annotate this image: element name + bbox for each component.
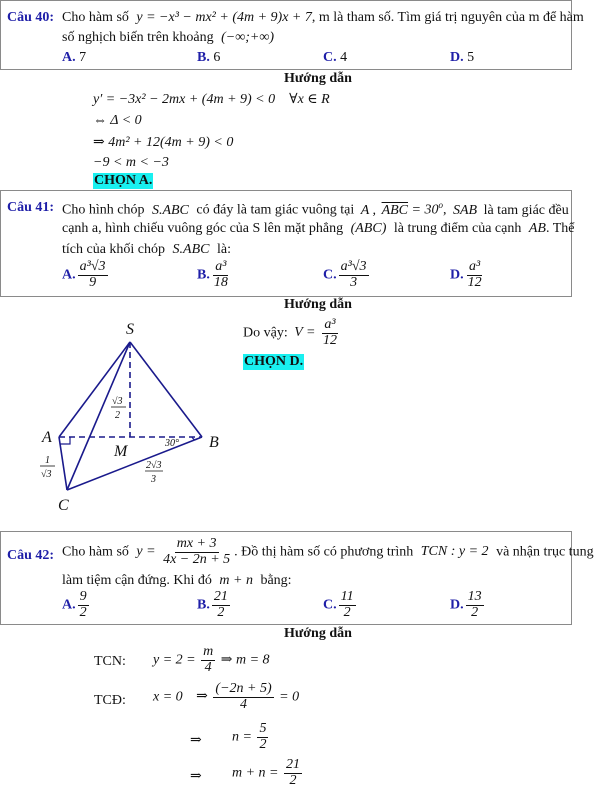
question-40-stem-line1: Cho hàm số y = −x³ − mx² + (4m + 9)x + 7, m là tham số. Tìm giá trị nguyên của m để hàm: [62, 10, 584, 25]
step4-equation: m + n = $\frac{21}{2}$: [232, 757, 301, 788]
question-42-stem-line2: làm tiệm cận đứng. Khi đó m + n bằng:: [62, 573, 292, 588]
step3-equation: n = $\frac{5}{2}$: [232, 721, 267, 752]
solution-line: ⇔ Δ < 0: [93, 113, 142, 128]
question-41-stem-line3: tích của khối chóp S.ABC là:: [62, 242, 231, 257]
tcd-label: TCĐ:: [94, 693, 126, 708]
pyramid-diagram: [0, 300, 240, 520]
option-c[interactable]: C. 4: [323, 50, 348, 65]
point-b-label: B: [209, 434, 219, 451]
bc-label-den: 3: [151, 474, 156, 485]
interval: (−∞;+∞): [221, 30, 274, 45]
option-a[interactable]: A. $\frac{\text{a³√3}}{9}$: [62, 259, 106, 290]
solution-line: y′ = −3x² − 2mx + (4m + 9) < 0 ∀x ∈ R: [93, 92, 330, 107]
ac-label-num: 1: [45, 455, 50, 466]
height-label-den: 2: [115, 410, 120, 421]
function-fraction: $\frac{mx + 3}{4x - 2n + 5}$: [163, 536, 231, 567]
option-d[interactable]: D. $\frac{\text{a³}}{12}$: [450, 259, 482, 290]
option-b[interactable]: B. 6: [197, 50, 221, 65]
answer-badge: CHỌN D.: [244, 354, 304, 369]
ac-label-den: √3: [41, 469, 52, 480]
answer-badge: CHỌN A.: [94, 173, 153, 188]
option-b[interactable]: B. $\frac{\text{a³}}{18}$: [197, 259, 228, 290]
step3-arrow: ⇒: [190, 733, 202, 748]
option-a[interactable]: A. $\frac{9}{2}$: [62, 589, 87, 620]
question-41-stem-line1: Cho hình chóp S.ABC có đáy là tam giác vuông tại A , $\overline{ABC} = 30^o$, SAB là tam giác đều: [62, 200, 569, 218]
bc-label-num: 2√3: [146, 460, 162, 471]
edge-bc: [67, 437, 202, 490]
solution-heading-42: Hướng dẫn: [284, 626, 352, 641]
option-c[interactable]: C. $\frac{11}{2}$: [323, 589, 354, 620]
angle-label: 30°: [165, 438, 179, 449]
point-c-label: C: [58, 497, 69, 514]
point-s-label: S: [126, 321, 134, 338]
tcn-equation: y = 2 = $\frac{m}{4}$ ⇒ m = 8: [153, 644, 270, 675]
function-formula: y = −x³ − mx² + (4m + 9)x + 7: [136, 10, 312, 25]
solution-heading-40: Hướng dẫn: [284, 71, 352, 86]
height-label-num: √3: [112, 396, 123, 407]
question-40-stem-line2: số nghịch biến trên khoảng (−∞;+∞): [62, 30, 274, 45]
option-b[interactable]: B. $\frac{21}{2}$: [197, 589, 228, 620]
edge-sb: [130, 342, 202, 437]
option-d[interactable]: D. $\frac{13}{2}$: [450, 589, 482, 620]
edge-ac: [59, 437, 67, 490]
tcd-equation: x = 0 ⇒ $\frac{(-2n + 5)}{4}$ = 0: [153, 681, 300, 712]
option-d[interactable]: D. 5: [450, 50, 475, 65]
tcn-label: TCN:: [94, 654, 126, 669]
edge-sc: [67, 342, 130, 490]
option-a[interactable]: A. 7: [62, 50, 87, 65]
point-m-label: M: [114, 443, 128, 460]
question-40-label: Câu 40:: [7, 10, 55, 25]
edge-sa: [59, 342, 130, 437]
question-42-stem-line1: Cho hàm số y = $\frac{mx + 3}{4x - 2n + 5}$ . Đồ thị hàm số có phương trình TCN : y = 2 và nhận trục tung: [62, 536, 594, 567]
solution-line: −9 < m < −3: [93, 155, 169, 170]
question-41-label: Câu 41:: [7, 200, 55, 215]
question-42-label: Câu 42:: [7, 548, 55, 563]
solution-heading-41: Hướng dẫn: [284, 297, 352, 312]
angle-abc: $\overline{ABC}$: [381, 202, 409, 218]
conclusion: Do vậy: V = $\frac{\text{a³}}{12}$: [243, 317, 337, 348]
right-angle-mark: [60, 437, 70, 444]
question-41-stem-line2: cạnh a, hình chiếu vuông góc của S lên mặt phẳng (ABC) là trung điểm của cạnh AB. Thể: [62, 221, 575, 236]
solution-line: ⇒ 4m² + 12(4m + 9) < 0: [93, 135, 234, 150]
step4-arrow: ⇒: [190, 769, 202, 784]
point-a-label: A: [42, 429, 52, 446]
option-c[interactable]: C. $\frac{\text{a³√3}}{3}$: [323, 259, 367, 290]
